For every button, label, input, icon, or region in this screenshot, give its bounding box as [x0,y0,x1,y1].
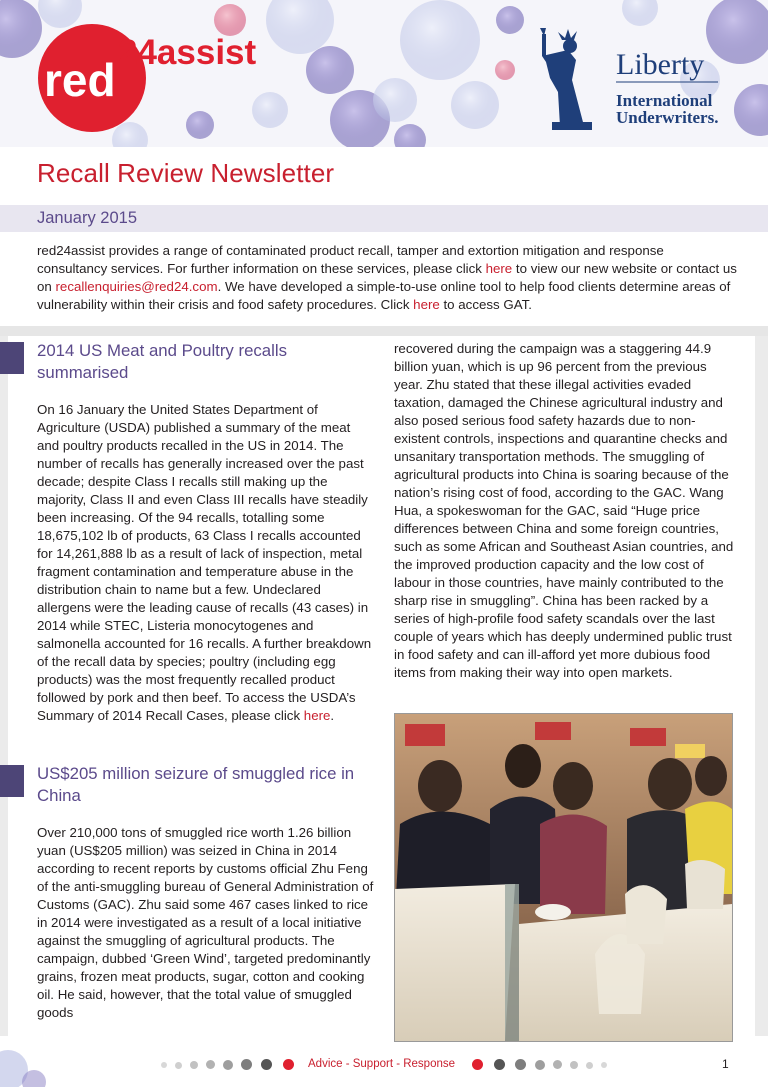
left-margin-strip [0,336,8,1036]
logo-24assist-text: 24assist [118,33,257,72]
article1-text: On 16 January the United States Department of Agriculture (USDA) published a summary of the meat and poultry products recalled in the US in 2014. The number of recalls has generally increased over the past decade; despite Class I recalls still making up the majority, Class II and even Class III recalls have steadily been increasing. Of the 94 recalls, totalling some 18,675,102 lb of products, 63 Class I recalls accounted for 14,261,888 lb as a result of lack of inspection, metal fragment contamination and temperature abuse in the distribution chain to name but a few. Undeclared allergens were the leading cause of recalls (43 cases) in 2014 while STEC, Listeria monocytogenes and salmonella accounted for 16 recalls. A further breakdown of the recall data by species; poultry (including egg products) was the most frequently recalled product followed by pork and then beef. To access the USDA’s Summary of 2014 Recall Cases, please click [37,402,372,723]
gat-link[interactable]: here [413,297,440,312]
issue-date: January 2015 [37,209,137,227]
rice-photo-illustration [395,714,732,1041]
website-link[interactable]: here [485,261,513,276]
international-word: International [616,91,713,110]
footer-tagline: Advice - Support - Response [308,1058,456,1070]
email-link[interactable]: recallenquiries@red24.com [55,279,218,294]
rice-market-photo [394,713,733,1042]
section-marker [0,765,24,797]
intro-paragraph [37,242,737,314]
section-marker [0,342,24,374]
article2-heading: US$205 million seizure of smuggled rice in China [37,764,355,805]
article1-heading: 2014 US Meat and Poultry recalls summarised [37,341,287,382]
article2-body: Over 210,000 tons of smuggled rice worth 1.26 billion yuan (US$205 million) was seized in China in 2014 according to recent reports by customs official Zhu Feng of the anti-smuggling bureau of General Administration of Customs (GAC). Zhu said some 467 cases linked to rice in 2014 were investigated as a result of a local initiative against the smuggling of agricultural products. The campaign, dubbed ‘Green Wind’, targeted predominantly grains, frozen meat products, sugar, cotton and cooking oil. He said, however, that the total value of smuggled goods [37,825,374,1020]
usda-summary-link[interactable]: here [303,708,331,723]
statue-of-liberty-icon [540,28,592,130]
intro-text-3: . We have developed a simple-to-use online tool to help food clients determine areas of vulnerability within their crisis and food safety procedures. Click [37,279,731,312]
right-margin-strip [755,336,768,1036]
article1-body [37,401,374,725]
liberty-word: Liberty [616,48,705,81]
red24assist-logo [36,22,276,134]
newsletter-title: Recall Review Newsletter [37,158,335,188]
page-number: 1 [722,1057,729,1071]
intro-text-1: red24assist provides a range of contaminated product recall, tamper and extortion mitigation and response consultancy services. For further information on these services, please click [37,243,664,276]
underwriters-word: Underwriters. [616,108,719,127]
page-header [0,0,768,147]
section-divider [0,326,768,336]
intro-text-4: to access GAT. [439,297,532,312]
logo-red-text: red [44,54,116,106]
article1-end: . [330,708,335,723]
article2-continued: recovered during the campaign was a staggering 44.9 billion yuan, which is up 96 percent from the previous year. Zhu stated that these illegal activities evaded taxation, damaged the Chinese agricultural industry and also posed serious food safety hazards due to non-existent controls, inspections and quarantine checks and unsanitary transportation methods. The smuggling of agricultural products into China is soaring because of the nation’s rising cost of food, according to the GAC. Wang Hua, a spokeswoman for the GAC, said “Huge price differences between China and some foreign countries, such as some African and Southeast Asian countries, and the improved production capacity and the low cost of labour in those countries, have mainly contributed to the sharp rise in smuggling”. China has been racked by a series of high-profile food safety scandals over the last couple of years which has deeply undermined public trust in food safety and can ill-afford yet more dubious food items from making their way into open markets. [394,341,734,680]
footer-bubbles [0,1040,60,1087]
intro-text-2: to view our new website or contact us on [37,261,737,294]
liberty-logo [532,22,742,132]
